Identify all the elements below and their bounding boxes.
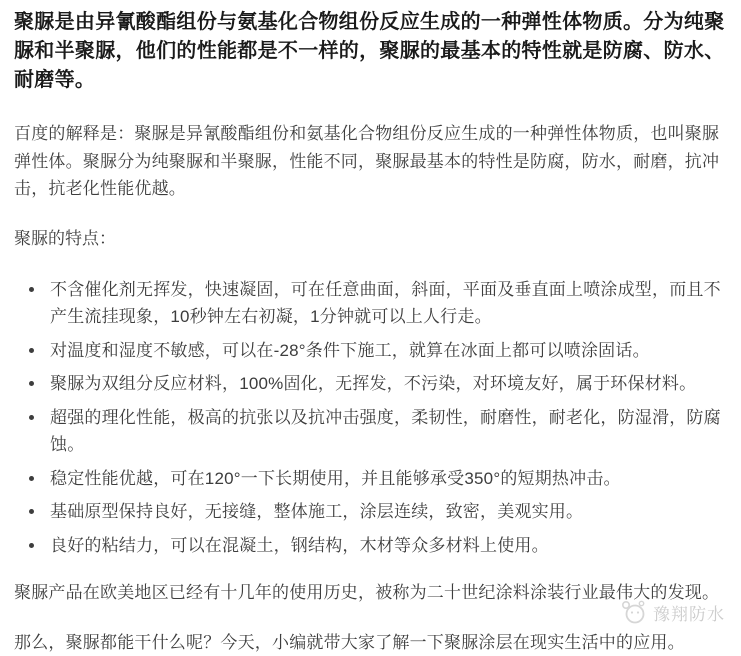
baidu-explanation-paragraph: 百度的解释是：聚脲是异氰酸酯组份和氨基化合物组份反应生成的一种弹性体物质，也叫聚脲弹性体。聚脲分为纯聚脲和半聚脲，性能不同，聚脲最基本的特性是防腐，防水，耐磨，抗冲击，抗老化性能优越。	[14, 120, 727, 203]
feature-item: • 基础原型保持良好，无接缝，整体施工，涂层连续，致密，美观实用。	[46, 498, 727, 526]
history-paragraph: 聚脲产品在欧美地区已经有十几年的使用历史，被称为二十世纪涂料涂装行业最伟大的发现。	[14, 579, 727, 607]
feature-item: • 聚脲为双组分反应材料，100%固化，无挥发，不污染，对环境友好，属于环保材料。	[46, 370, 727, 398]
watermark-label: 豫翔防水	[653, 600, 725, 625]
features-heading: 聚脲的特点：	[14, 225, 727, 252]
feature-item: • 对温度和湿度不敏感，可以在-28°条件下施工，就算在冰面上都可以喷涂固话。	[46, 337, 727, 365]
watermark	[619, 599, 725, 625]
feature-list	[14, 276, 727, 560]
closing-paragraph: 那么，聚脲都能干什么呢？今天，小编就带大家了解一下聚脲涂层在现实生活中的应用。	[14, 629, 727, 656]
feature-item: • 稳定性能优越，可在120°一下长期使用，并且能够承受350°的短期热冲击。	[46, 465, 727, 493]
watermark-logo-icon	[619, 599, 649, 625]
feature-item: • 良好的粘结力，可以在混凝土，钢结构，木材等众多材料上使用。	[46, 532, 727, 560]
feature-item: • 不含催化剂无挥发，快速凝固，可在任意曲面，斜面，平面及垂直面上喷涂成型，而且不产生流挂现象，10秒钟左右初凝，1分钟就可以上人行走。	[46, 276, 727, 331]
feature-item: • 超强的理化性能，极高的抗张以及抗冲击强度，柔韧性，耐磨性，耐老化，防湿滑，防腐蚀。	[46, 404, 727, 459]
intro-paragraph: 聚脲是由异氰酸酯组份与氨基化合物组份反应生成的一种弹性体物质。分为纯聚脲和半聚脲，他们的性能都是不一样的，聚脲的最基本的特性就是防腐、防水、耐磨等。	[14, 8, 727, 95]
